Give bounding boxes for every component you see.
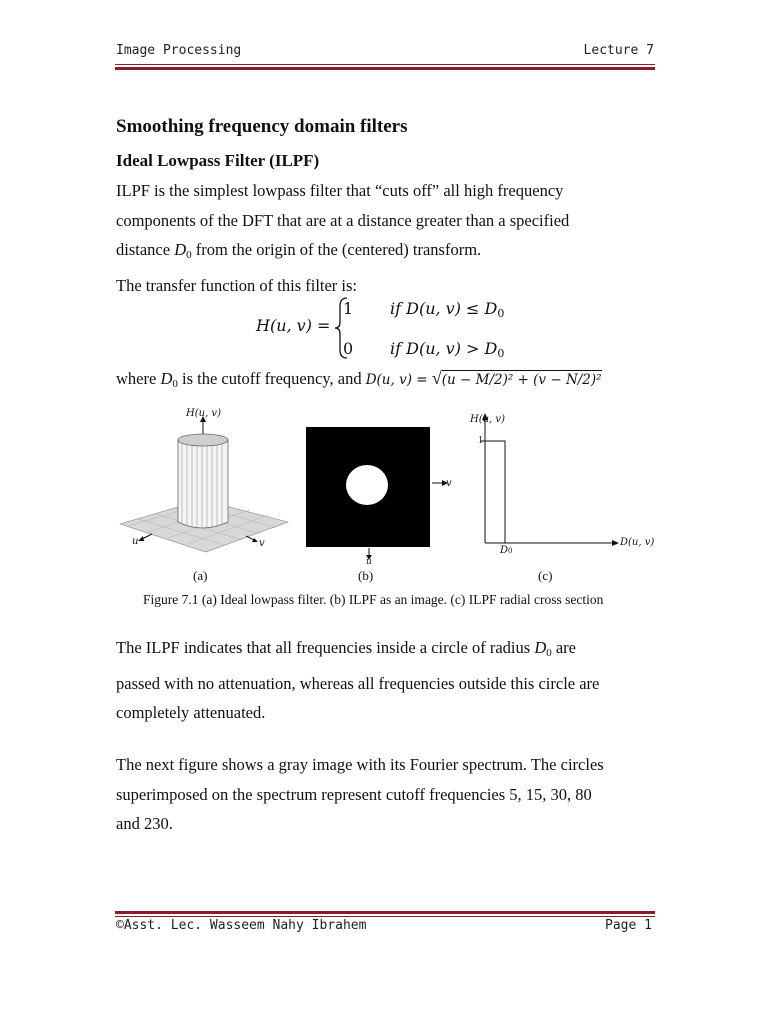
figure-a-axis-h: H(u, v)	[186, 408, 221, 419]
figure-b-axis-v: v	[446, 478, 452, 489]
figure-label-a: (a)	[193, 568, 208, 583]
paragraph3-line-3: and 230.	[116, 814, 173, 833]
figure-c-plot	[464, 404, 664, 554]
figure-label-c: (c)	[538, 568, 553, 583]
paragraph-attenuation	[116, 633, 676, 728]
figure-a-axis-v: v	[259, 538, 265, 549]
equation-case2-value: 0	[343, 339, 354, 358]
radicand: (u − M/2)² + (v − N/2)²	[441, 372, 602, 388]
figure-b-passband-circle	[346, 465, 388, 505]
footer-page-number: Page 1	[605, 918, 652, 933]
intro-line-2: components of the DFT that are at a distance greater than a specified	[116, 210, 570, 230]
figure-b-axis-u: u	[366, 557, 372, 567]
figure-b-image	[306, 427, 430, 547]
intro-line-4: The transfer function of this filter is:	[116, 275, 358, 295]
section-title: Smoothing frequency domain filters	[116, 116, 408, 137]
figure-c-axis-h: H(u, v)	[470, 414, 505, 425]
equation-case1-value: 1	[343, 299, 354, 318]
footer-rule-thick	[115, 911, 655, 914]
figure-c-axis-d: D(u, v)	[620, 537, 655, 548]
header-lecture: Lecture 7	[583, 43, 654, 58]
paragraph3-line-1: The next figure shows a gray image with its Fourier spectrum. The circles	[116, 755, 604, 774]
paragraph2-line-3: completely attenuated.	[116, 703, 266, 722]
paragraph2-line-1: The ILPF indicates that all frequencies inside a circle of radius $D_0$ are	[116, 638, 577, 659]
equation-lhs: H(u, v) =	[256, 316, 331, 335]
figure-c-tick-d0: D0	[500, 545, 513, 556]
footer-author: ©Asst. Lec. Wasseem Nahy Ibrahem	[116, 918, 367, 933]
header-title: Image Processing	[116, 43, 242, 58]
figure-c-tick-1: 1	[478, 435, 483, 446]
footer-rule-thin	[115, 916, 655, 917]
paragraph3-line-2: superimposed on the spectrum represent cutoff frequencies 5, 15, 30, 80	[116, 784, 592, 804]
figure-caption: Figure 7.1 (a) Ideal lowpass filter. (b) ILPF as an image. (c) ILPF radial cross section	[143, 592, 604, 607]
subsection-title: Ideal Lowpass Filter (ILPF)	[116, 151, 320, 170]
intro-line-3: distance $D_0$ from the origin of the (centered) transform.	[116, 240, 482, 261]
header-rule-thick	[115, 67, 655, 70]
intro-paragraph	[116, 176, 676, 300]
header-rule-thin	[115, 64, 655, 65]
intro-line-1: ILPF is the simplest lowpass filter that “cuts off” all high frequency	[116, 181, 564, 200]
where-line: where $D_0$ is the cutoff frequency, and D(u, v) = √(u − M/2)² + (v − N/2)²	[116, 368, 602, 390]
figure-label-b: (b)	[358, 568, 374, 583]
figure-a-axis-u: u	[132, 536, 139, 547]
paragraph2-line-2: passed with no attenuation, whereas all frequencies outside this circle are	[116, 673, 600, 693]
paragraph-spectrum	[116, 750, 676, 839]
equation-case2-condition: if D(u, $v) > D_0$	[390, 339, 505, 360]
equation-case1-condition: if D(u, $v) \le D_0$	[390, 299, 505, 320]
